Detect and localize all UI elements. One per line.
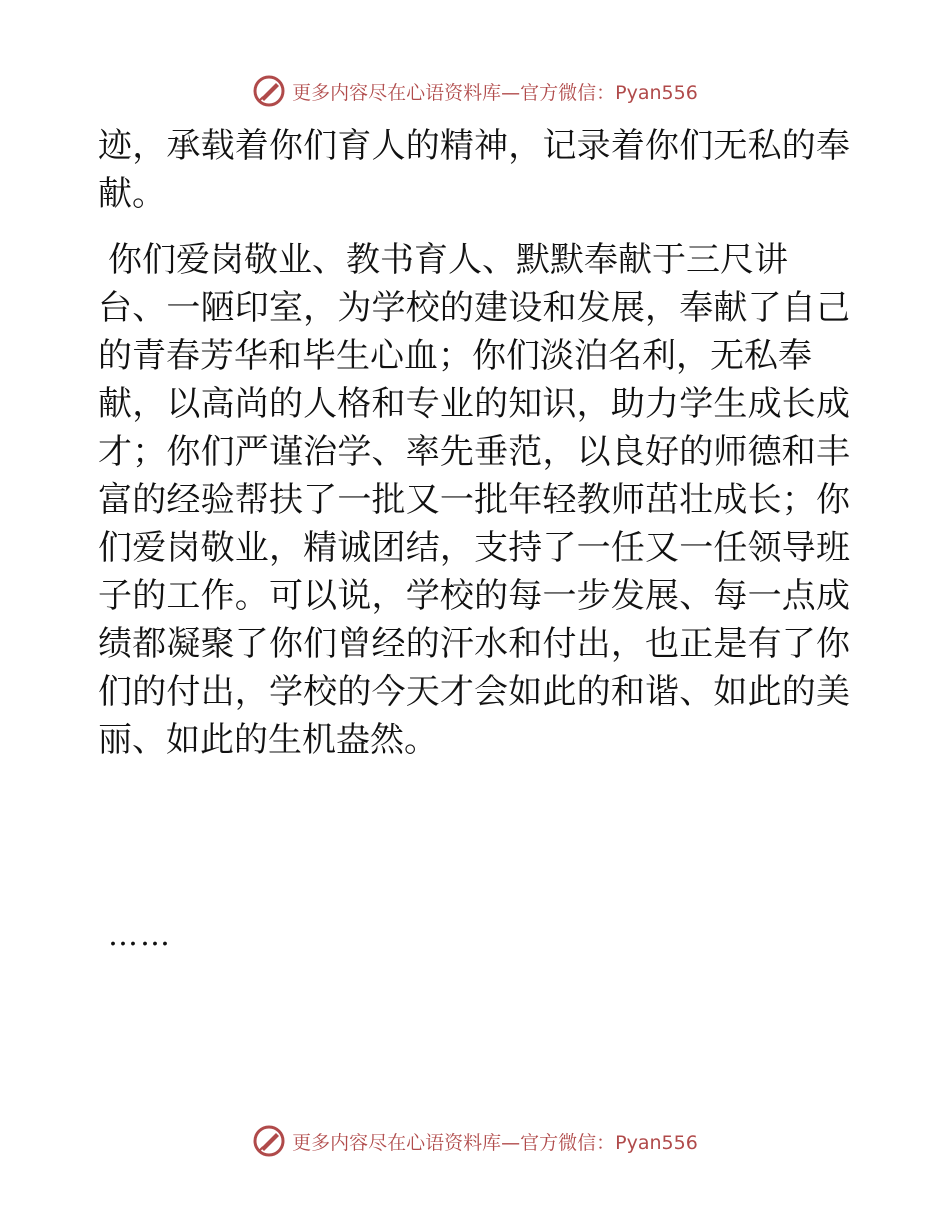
text-line: 迹，承载着你们育人的精神，记录着你们无私的奉 [98,126,850,166]
text-line: 们爱岗敬业，精诚团结，支持了一任又一任领导班 [98,528,850,568]
text-line: 的青春芳华和毕生心血；你们淡泊名利，无私奉 [98,336,812,376]
paragraph-2 [98,236,850,764]
text-line: 们的付出，学校的今天才会如此的和谐、如此的美 [98,672,850,712]
text-line: 台、一陋印室，为学校的建设和发展，奉献了自己 [98,288,850,328]
header-watermark [0,74,950,108]
paragraph-1 [98,122,850,218]
text-line: 绩都凝聚了你们曾经的汗水和付出，也正是有了你 [98,624,850,664]
quill-logo-icon [252,1124,286,1158]
text-line: 富的经验帮扶了一批又一批年轻教师茁壮成长；你 [98,480,850,520]
watermark-text: 更多内容尽在心语资料库—官方微信：Pyan556 [292,1131,698,1154]
ellipsis: …… [108,918,172,953]
footer-watermark [0,1124,950,1158]
text-line: 你们爱岗敬业、教书育人、默默奉献于三尺讲 [108,240,788,280]
text-line: 献，以高尚的人格和专业的知识，助力学生成长成 [98,384,850,424]
text-line: 子的工作。可以说，学校的每一步发展、每一点成 [98,576,850,616]
text-line: 才；你们严谨治学、率先垂范，以良好的师德和丰 [98,432,850,472]
text-line: 丽、如此的生机盎然。 [98,720,438,760]
watermark-text: 更多内容尽在心语资料库—官方微信：Pyan556 [292,81,698,104]
text-line: 献。 [98,174,166,214]
quill-logo-icon [252,74,286,108]
document-body [98,122,850,764]
